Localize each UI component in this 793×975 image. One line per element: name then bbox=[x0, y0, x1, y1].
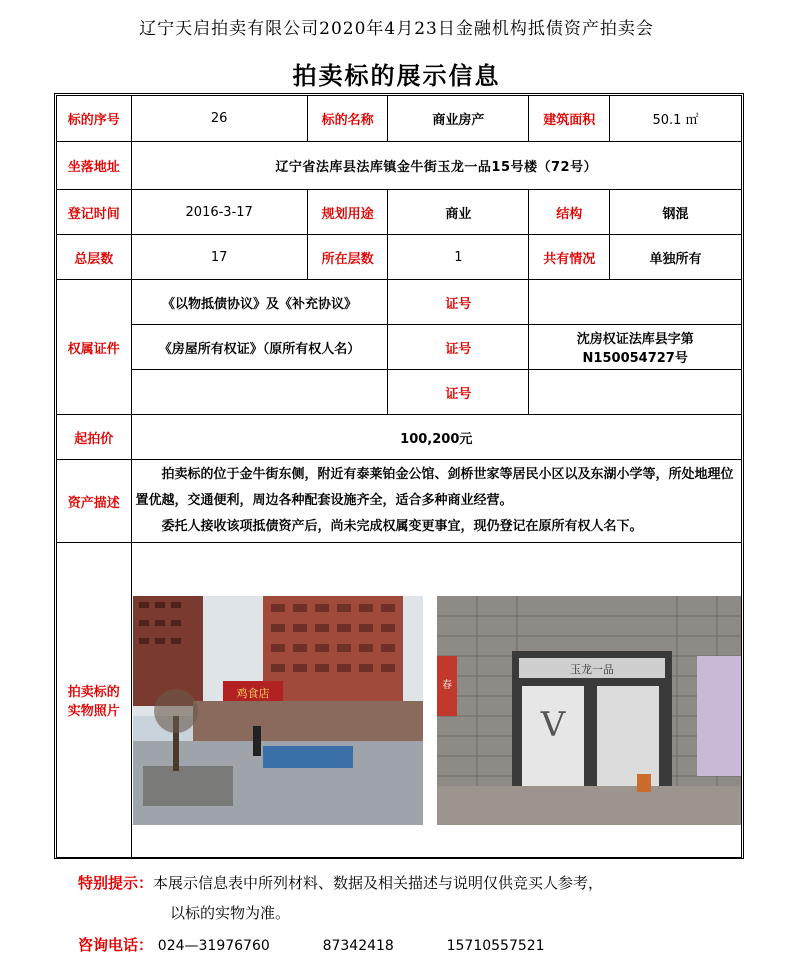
info-table bbox=[56, 95, 742, 858]
floor-label: 所在层数 bbox=[307, 235, 388, 280]
cert-label: 证号 bbox=[388, 280, 529, 325]
share-label: 共有情况 bbox=[529, 235, 610, 280]
poster-letter: V bbox=[540, 705, 565, 745]
name-label: 标的名称 bbox=[307, 96, 388, 142]
contact-line bbox=[78, 934, 593, 955]
photos-cell bbox=[131, 543, 741, 858]
contact-phone: 024—31976760 bbox=[157, 938, 270, 954]
doc-name: 《房屋所有权证》（原所有权人名） bbox=[131, 325, 388, 370]
start-price-value: 100,200元 bbox=[131, 415, 741, 460]
floors-value: 17 bbox=[131, 235, 307, 280]
photo-plaza bbox=[133, 596, 423, 825]
doc-name bbox=[131, 370, 388, 415]
table-row bbox=[57, 235, 742, 280]
use-label: 规划用途 bbox=[307, 190, 388, 235]
header-title: 辽宁天启拍卖有限公司2020年4月23日金融机构抵债资产拍卖会 bbox=[139, 19, 654, 39]
store-sign-text: 玉龙一品 bbox=[569, 663, 614, 676]
notice-label: 特别提示： bbox=[78, 874, 154, 892]
seq-label: 标的序号 bbox=[57, 96, 132, 142]
struct-label: 结构 bbox=[529, 190, 610, 235]
table-row bbox=[57, 142, 742, 190]
ownership-label: 权属证件 bbox=[57, 280, 132, 415]
contact-label: 咨询电话： bbox=[78, 936, 154, 954]
doc-name: 《以物抵债协议》及《补充协议》 bbox=[131, 280, 388, 325]
description-cell bbox=[131, 460, 741, 543]
location-label: 坐落地址 bbox=[57, 142, 132, 190]
area-label: 建筑面积 bbox=[529, 96, 610, 142]
contact-phone: 87342418 bbox=[322, 938, 394, 954]
reg-value: 2016-3-17 bbox=[131, 190, 307, 235]
cert-label: 证号 bbox=[388, 370, 529, 415]
use-value: 商业 bbox=[388, 190, 529, 235]
start-price-label: 起拍价 bbox=[57, 415, 132, 460]
description-label: 资产描述 bbox=[57, 460, 132, 543]
cert-value bbox=[529, 370, 742, 415]
table-row bbox=[57, 96, 742, 142]
notice-text: 本展示信息表中所列材料、数据及相关描述与说明仅供竞买人参考， bbox=[153, 874, 604, 892]
table-row bbox=[57, 280, 742, 325]
photos-label bbox=[57, 543, 132, 858]
special-notice bbox=[78, 868, 603, 928]
cert-label: 证号 bbox=[388, 325, 529, 370]
page-title: 拍卖标的展示信息 bbox=[292, 61, 501, 90]
name-value: 商业房产 bbox=[388, 96, 529, 142]
table-row bbox=[57, 190, 742, 235]
floor-value: 1 bbox=[388, 235, 529, 280]
table-row bbox=[57, 460, 742, 543]
floors-label: 总层数 bbox=[57, 235, 132, 280]
seq-value: 26 bbox=[131, 96, 307, 142]
notice-text: 以标的实物为准。 bbox=[170, 904, 291, 922]
reg-label: 登记时间 bbox=[57, 190, 132, 235]
share-value: 单独所有 bbox=[609, 235, 741, 280]
description-paragraph: 拍卖标的位于金牛街东侧，附近有泰莱铂金公馆、剑桥世家等居民小区以及东湖小学等，所处地理位置优越，交通便利，周边各种配套设施齐全，适合多种商业经营。 bbox=[135, 467, 734, 508]
struct-value: 钢混 bbox=[609, 190, 741, 235]
contact-phone: 15710557521 bbox=[446, 938, 545, 954]
table-row bbox=[57, 543, 742, 858]
area-value: 50.1 ㎡ bbox=[609, 96, 741, 142]
table-row bbox=[57, 325, 742, 370]
cert-value: 沈房权证法库县字第 N150054727号 bbox=[529, 325, 742, 370]
table-row bbox=[57, 370, 742, 415]
photos-label-line: 实物照片 bbox=[67, 704, 120, 719]
poster-char: 春 bbox=[441, 680, 452, 691]
cert-value bbox=[529, 280, 742, 325]
location-value: 辽宁省法库县法库镇金牛街玉龙一品15号楼（72号） bbox=[131, 142, 741, 190]
table-row bbox=[57, 415, 742, 460]
description-paragraph: 委托人接收该项抵债资产后，尚未完成权属变更事宜，现仍登记在原所有权人名下。 bbox=[161, 519, 643, 534]
shop-sign-text: 鸡食店 bbox=[236, 687, 270, 700]
photo-storefront bbox=[437, 596, 741, 825]
photos-label-line: 拍卖标的 bbox=[67, 685, 120, 700]
